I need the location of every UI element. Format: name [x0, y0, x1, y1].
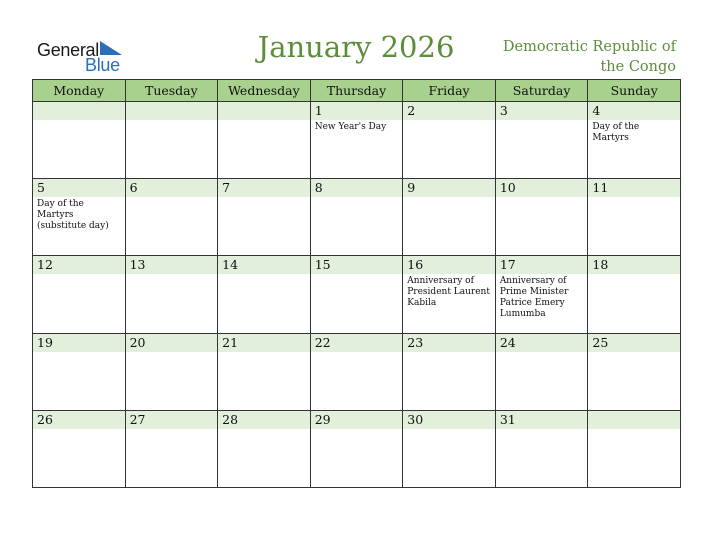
day-cell [218, 102, 311, 179]
holiday-label: New Year's Day [314, 122, 387, 132]
weekday-header: Sunday [588, 80, 681, 102]
day-cell [125, 256, 218, 333]
day-number: 6 [126, 179, 218, 197]
holiday-label: Day of the Martyrs [592, 122, 640, 143]
day-cell [588, 256, 681, 333]
day-cell [588, 410, 681, 487]
day-number: 31 [496, 411, 588, 429]
day-cell [403, 102, 496, 179]
holiday-label: Anniversary of Prime Minister Patrice Emery Lumumba [499, 276, 569, 320]
day-cell [310, 333, 403, 410]
weekday-header: Saturday [495, 80, 588, 102]
day-number: 10 [496, 179, 588, 197]
day-cell [403, 256, 496, 333]
weekday-header: Thursday [310, 80, 403, 102]
day-cell [588, 179, 681, 256]
day-number: 15 [311, 256, 403, 274]
day-cell [588, 333, 681, 410]
logo-text-blue: Blue [85, 55, 120, 75]
day-cell [403, 179, 496, 256]
day-number: 19 [33, 334, 125, 352]
day-number: 24 [496, 334, 588, 352]
day-number: 25 [588, 334, 680, 352]
day-number: 4 [588, 102, 680, 120]
day-number: 26 [33, 411, 125, 429]
day-number: 7 [218, 179, 310, 197]
day-cell [218, 256, 311, 333]
day-number: 27 [126, 411, 218, 429]
calendar-title: January 2026 [257, 30, 455, 64]
day-number: 20 [126, 334, 218, 352]
day-cell [495, 179, 588, 256]
day-number: 29 [311, 411, 403, 429]
weekday-header: Tuesday [125, 80, 218, 102]
day-cell [310, 256, 403, 333]
day-number [588, 411, 680, 429]
week-row [33, 410, 681, 487]
day-number: 13 [126, 256, 218, 274]
day-number: 30 [403, 411, 495, 429]
day-cell [218, 179, 311, 256]
day-cell [310, 102, 403, 179]
day-cell [495, 410, 588, 487]
day-cell [495, 333, 588, 410]
day-number: 22 [311, 334, 403, 352]
day-number: 11 [588, 179, 680, 197]
day-number: 14 [218, 256, 310, 274]
day-cell [125, 179, 218, 256]
day-number: 28 [218, 411, 310, 429]
day-cell [310, 179, 403, 256]
calendar-grid [32, 79, 681, 488]
day-number: 2 [403, 102, 495, 120]
day-cell [495, 102, 588, 179]
day-number: 21 [218, 334, 310, 352]
day-number: 18 [588, 256, 680, 274]
country-name: Democratic Republic of the Congo [502, 39, 676, 75]
week-row [33, 179, 681, 256]
day-number: 16 [403, 256, 495, 274]
holiday-label: Day of the Martyrs (substitute day) [37, 199, 109, 232]
weekday-header-row [33, 80, 681, 102]
week-row [33, 256, 681, 333]
day-cell [310, 410, 403, 487]
weekday-header: Friday [403, 80, 496, 102]
day-cell [33, 256, 126, 333]
day-cell [33, 410, 126, 487]
day-cell [495, 256, 588, 333]
holiday-label: Anniversary of President Laurent Kabila [407, 276, 490, 309]
week-row [33, 102, 681, 179]
day-cell [33, 333, 126, 410]
weekday-header: Wednesday [218, 80, 311, 102]
day-number: 5 [33, 179, 125, 197]
day-number [218, 102, 310, 120]
week-row [33, 333, 681, 410]
day-cell [588, 102, 681, 179]
day-cell [125, 410, 218, 487]
day-number [126, 102, 218, 120]
logo-text-general: General [37, 40, 99, 60]
day-number [33, 102, 125, 120]
day-cell [125, 333, 218, 410]
weekday-header: Monday [33, 80, 126, 102]
day-number: 23 [403, 334, 495, 352]
day-cell [403, 333, 496, 410]
day-cell [33, 179, 126, 256]
day-number: 12 [33, 256, 125, 274]
day-cell [125, 102, 218, 179]
day-number: 9 [403, 179, 495, 197]
day-number: 8 [311, 179, 403, 197]
day-cell [218, 410, 311, 487]
day-cell [403, 410, 496, 487]
day-cell [218, 333, 311, 410]
day-cell [33, 102, 126, 179]
day-number: 1 [311, 102, 403, 120]
day-number: 17 [496, 256, 588, 274]
day-number: 3 [496, 102, 588, 120]
